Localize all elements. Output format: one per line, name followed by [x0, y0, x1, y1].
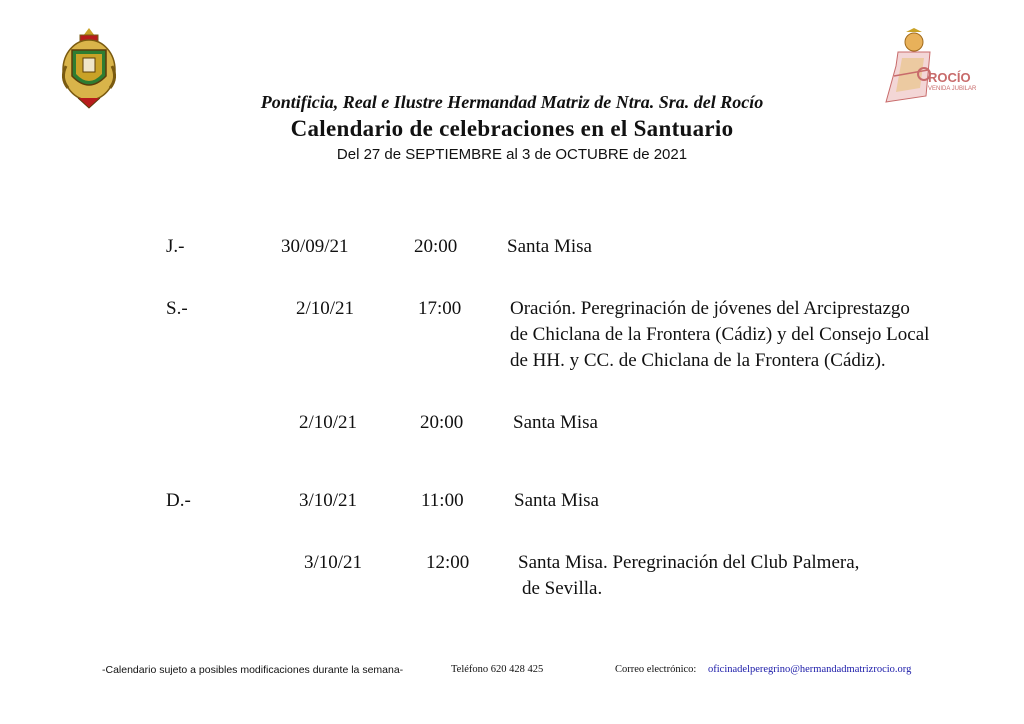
footer-email-link[interactable]: oficinadelperegrino@hermandadmatrizrocio.org — [708, 664, 912, 675]
organization-name: Pontificia, Real e Ilustre Hermandad Matriz de Ntra. Sra. del Rocío — [260, 92, 764, 112]
date-cell: 3/10/21 — [299, 490, 358, 511]
description-line: de HH. y CC. de Chiclana de la Frontera (Cádiz). — [510, 350, 886, 371]
day-label: J.- — [166, 236, 185, 257]
footer-phone: Teléfono 620 428 425 — [451, 664, 544, 675]
time-cell: 12:00 — [426, 552, 470, 573]
date-range: Del 27 de SEPTIEMBRE al 3 de OCTUBRE de 2021 — [336, 146, 688, 163]
footer-email-label: Correo electrónico: — [615, 664, 697, 675]
page-title: Calendario de celebraciones en el Santuario — [290, 116, 734, 141]
day-label: S.- — [166, 298, 188, 319]
logo-text: ROCÍO — [928, 70, 971, 85]
description-line: de Chiclana de la Frontera (Cádiz) y del Consejo Local — [510, 324, 930, 345]
date-cell: 3/10/21 — [304, 552, 363, 573]
date-cell: 2/10/21 — [299, 412, 358, 433]
footer-note: -Calendario sujeto a posibles modificaciones durante la semana- — [102, 664, 404, 676]
logo-subtext: VENIDA JUBILAR — [928, 86, 977, 92]
description-line: Santa Misa — [513, 412, 598, 433]
time-cell: 17:00 — [418, 298, 462, 319]
description-line: Santa Misa — [514, 490, 599, 511]
time-cell: 20:00 — [420, 412, 464, 433]
description-line: Oración. Peregrinación de jóvenes del Arciprestazgo — [510, 298, 910, 319]
description-line: Santa Misa. Peregrinación del Club Palmera, — [518, 552, 860, 573]
day-label: D.- — [166, 490, 191, 511]
description-line: Santa Misa — [507, 236, 592, 257]
time-cell: 11:00 — [421, 490, 464, 511]
time-cell: 20:00 — [414, 236, 458, 257]
description-line: de Sevilla. — [522, 578, 603, 599]
date-cell: 30/09/21 — [281, 236, 349, 257]
date-cell: 2/10/21 — [296, 298, 355, 319]
